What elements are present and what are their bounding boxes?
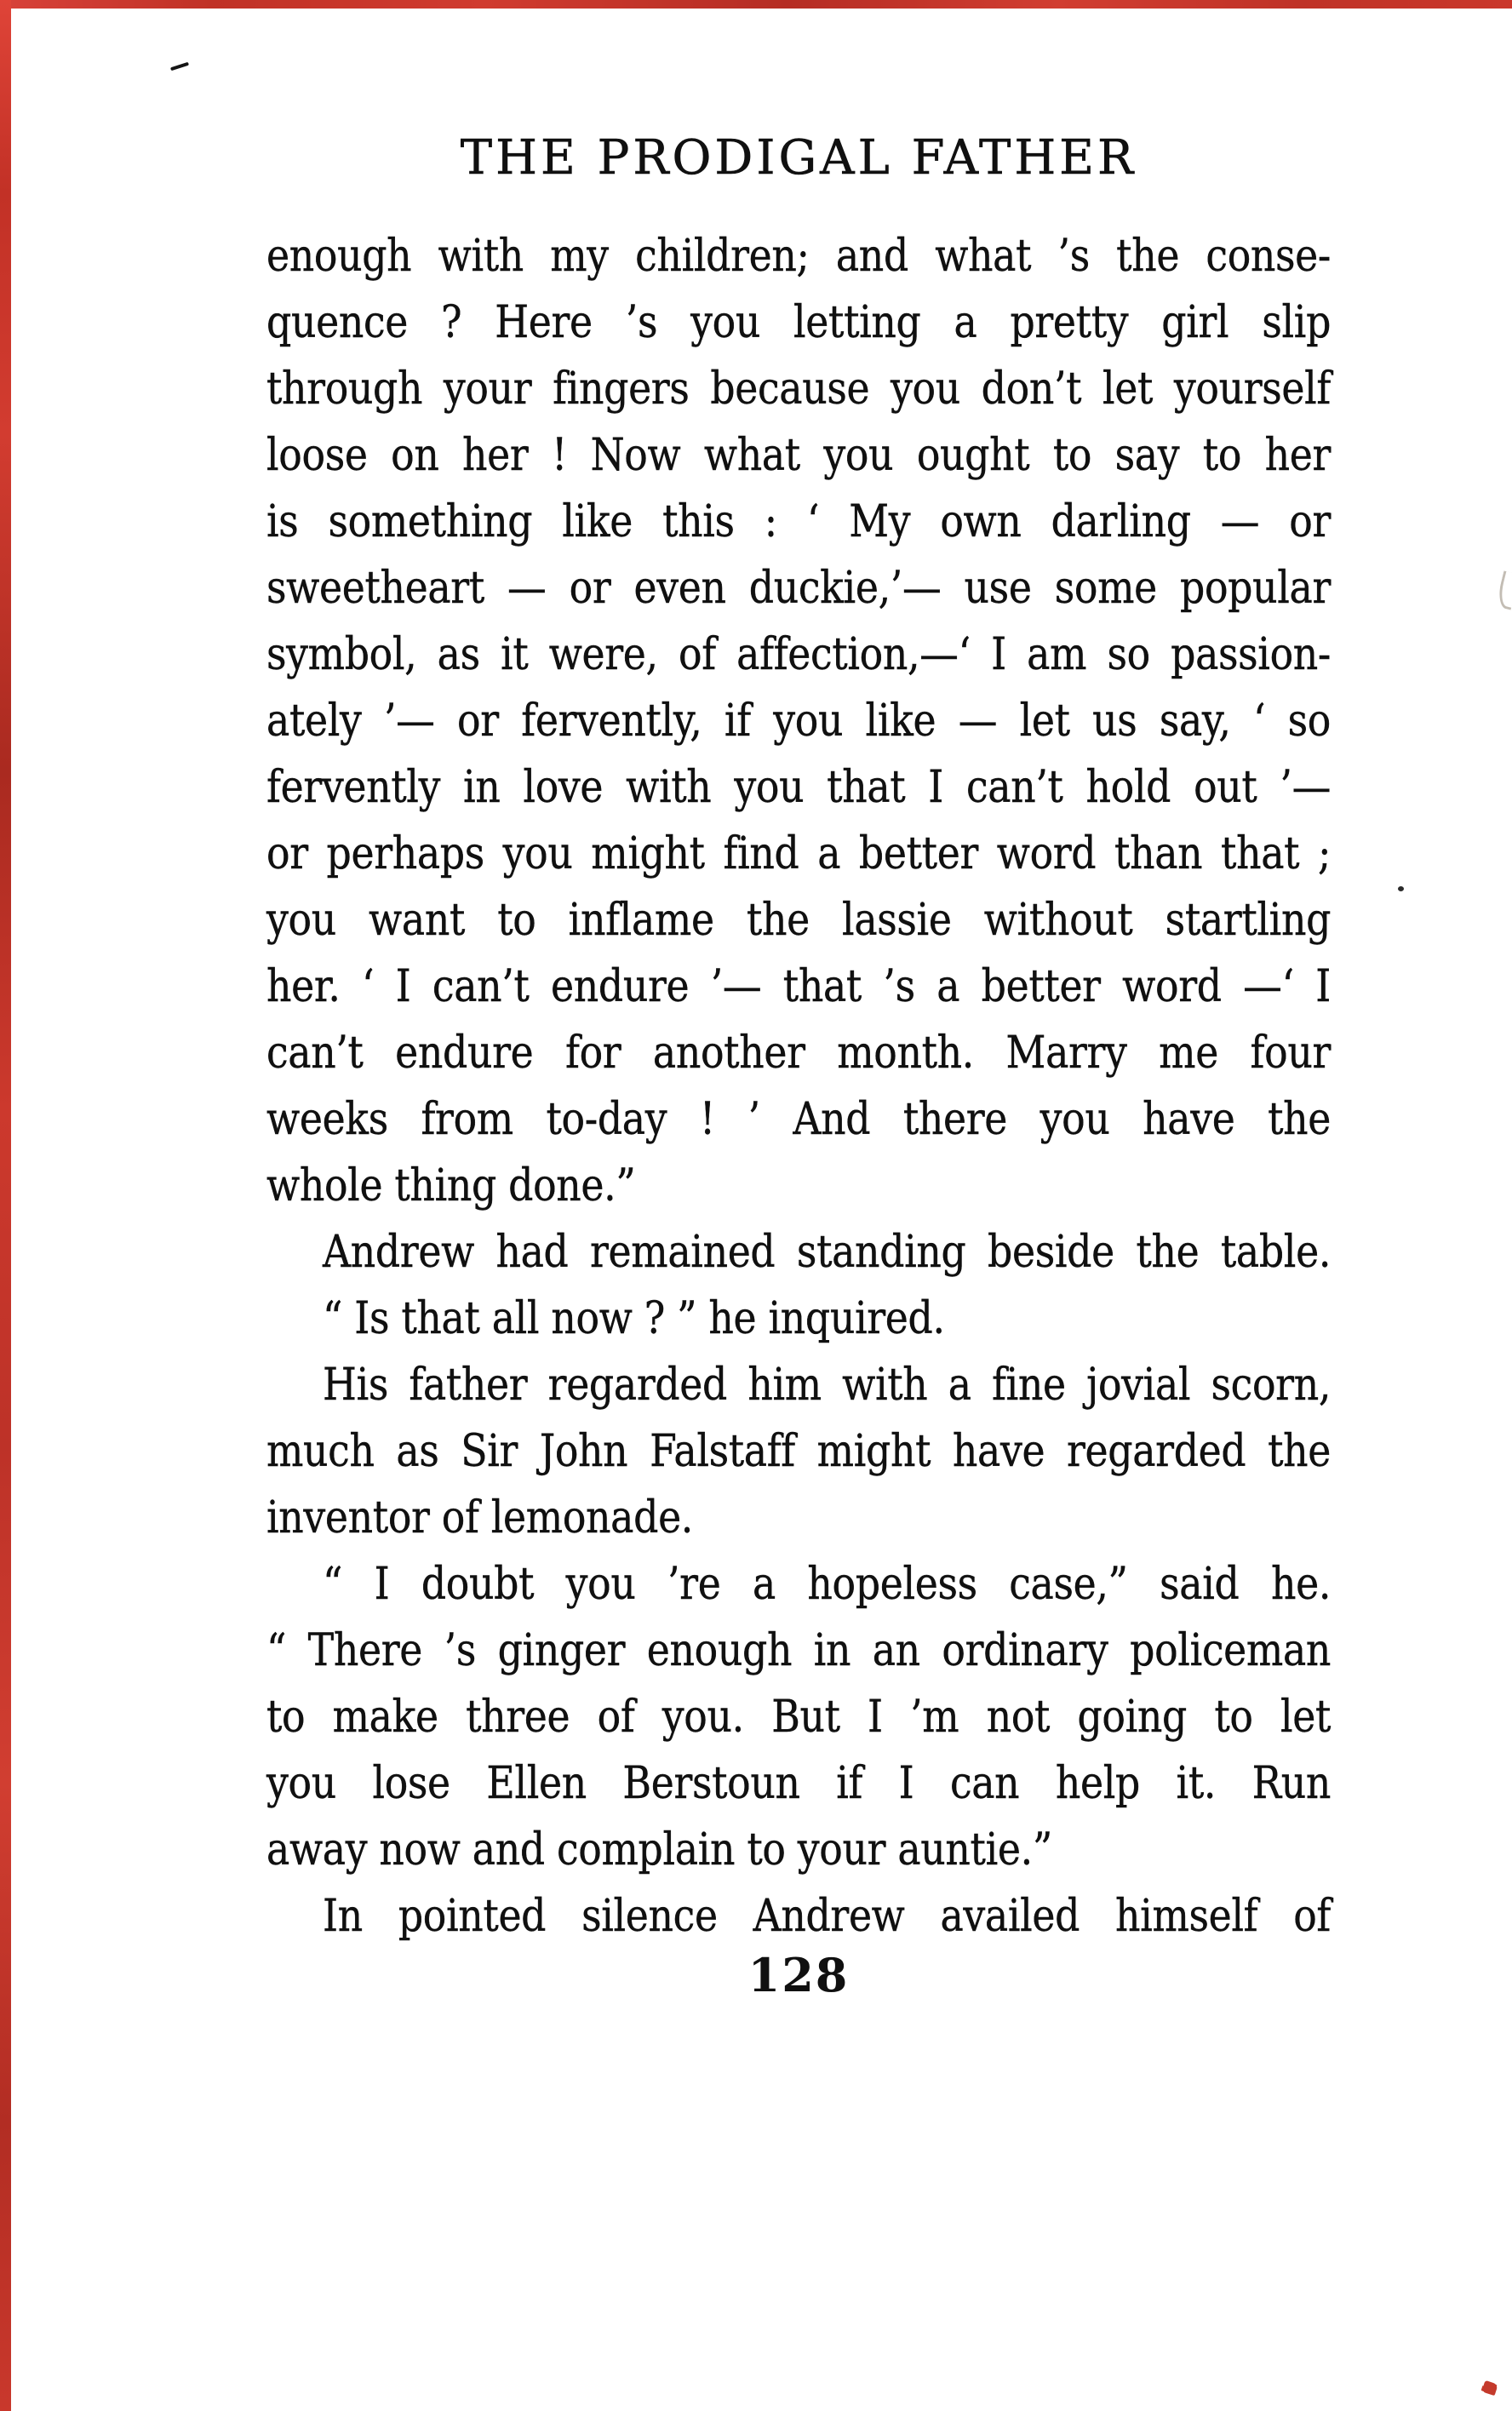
text-line: away now and complain to your auntie.” xyxy=(266,1824,1052,1876)
text-line: you want to inflame the lassie without startling xyxy=(266,895,1332,946)
text-line: you lose Ellen Berstoun if I can help it. Run xyxy=(266,1758,1332,1809)
page-header-title: THE PRODIGAL FATHER xyxy=(460,130,1137,186)
text-line: “ I doubt you ’re a hopeless case,” said he. xyxy=(323,1559,1332,1610)
text-line: sweetheart — or even duckie,’— use some popular xyxy=(266,563,1332,614)
text-line: whole thing done.” xyxy=(266,1160,636,1211)
ink-speck xyxy=(1398,886,1404,891)
text-line: much as Sir John Falstaff might have regarded the xyxy=(266,1426,1332,1477)
text-line: her. ‘ I can’t endure ’— that ’s a better word —‘ I xyxy=(266,961,1332,1012)
scan-artifact-corner xyxy=(1481,2380,1498,2396)
text-line: In pointed silence Andrew availed himself of xyxy=(323,1891,1332,1942)
text-line: “ There ’s ginger enough in an ordinary policeman xyxy=(266,1625,1332,1676)
text-line: can’t endure for another month. Marry me four xyxy=(266,1028,1332,1079)
text-line: “ Is that all now ? ” he inquired. xyxy=(323,1293,945,1344)
scan-edge-top xyxy=(0,0,1512,9)
body-text xyxy=(266,223,1331,1950)
text-line: or perhaps you might find a better word than that ; xyxy=(266,828,1332,879)
text-line: symbol, as it were, of affection,—‘ I am so passion- xyxy=(266,629,1332,680)
text-line: loose on her ! Now what you ought to say to her xyxy=(266,430,1332,481)
scan-edge-left xyxy=(0,0,11,2411)
text-line: through your fingers because you don’t let yourself xyxy=(266,364,1332,415)
text-line: inventor of lemonade. xyxy=(266,1492,694,1543)
text-line: quence ? Here ’s you letting a pretty girl slip xyxy=(266,297,1332,348)
text-line: His father regarded him with a fine jovial scorn, xyxy=(323,1360,1332,1411)
text-line: fervently in love with you that I can’t hold out ’— xyxy=(266,762,1332,813)
scan-artifact-right-edge xyxy=(1495,570,1512,610)
page-number: 128 xyxy=(747,1948,850,2002)
text-line: weeks from to-day ! ’ And there you have the xyxy=(266,1094,1332,1145)
ink-speck xyxy=(170,62,189,72)
text-line: to make three of you. But I ’m not going to let xyxy=(266,1692,1332,1743)
text-line: Andrew had remained standing beside the table. xyxy=(323,1227,1332,1278)
text-line: ately ’— or fervently, if you like — let us say, ‘ so xyxy=(266,696,1332,747)
text-line: enough with my children; and what ’s the conse- xyxy=(266,231,1332,282)
text-line: is something like this : ‘ My own darling — or xyxy=(266,496,1332,547)
